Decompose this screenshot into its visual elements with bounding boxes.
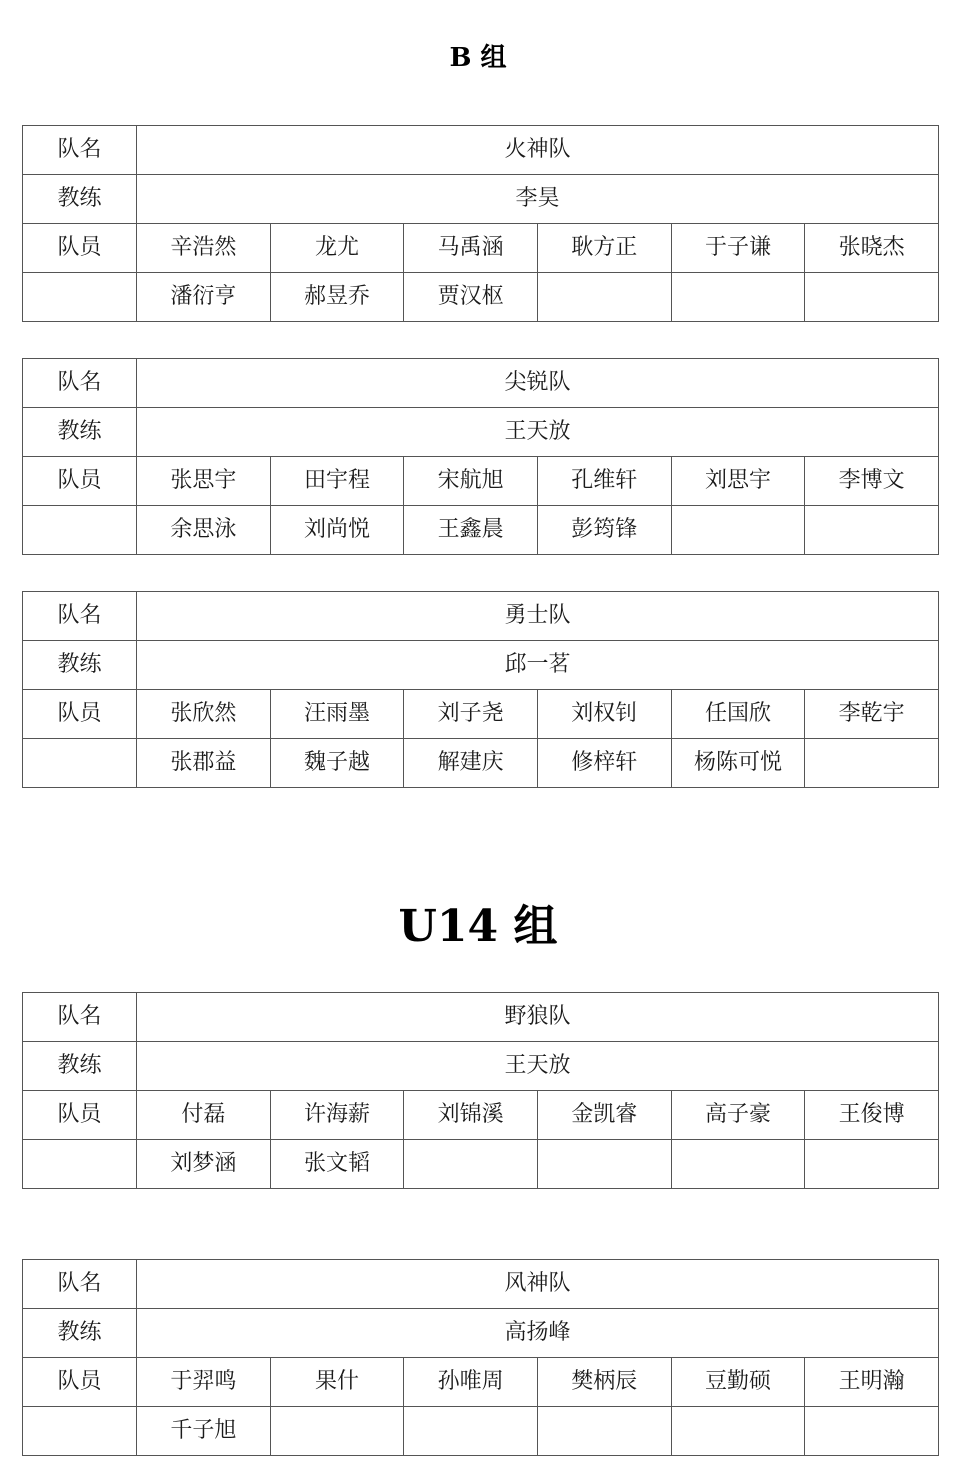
player-cell: 千子旭 (137, 1407, 271, 1456)
players-row-1 (23, 224, 939, 273)
empty-label-cell (23, 506, 137, 555)
player-cell: 杨陈可悦 (671, 739, 805, 788)
player-cell: 刘子尧 (404, 690, 538, 739)
players-label: 队员 (23, 457, 137, 506)
player-cell (537, 273, 671, 322)
player-cell: 郝昱乔 (270, 273, 404, 322)
player-cell: 刘锦溪 (404, 1091, 538, 1140)
group-title-b: B 组 (449, 43, 507, 73)
empty-label-cell (23, 1407, 137, 1456)
player-cell: 王明瀚 (805, 1358, 939, 1407)
player-cell (805, 1140, 939, 1189)
players-row-1 (23, 1358, 939, 1407)
player-cell: 李乾宇 (805, 690, 939, 739)
player-cell (671, 1407, 805, 1456)
team-name-row (23, 359, 939, 408)
players-row-1 (23, 457, 939, 506)
team-table-yelang (22, 992, 939, 1189)
team-name-label: 队名 (23, 592, 137, 641)
players-label: 队员 (23, 1358, 137, 1407)
team-name-label: 队名 (23, 993, 137, 1042)
player-cell: 龙尤 (270, 224, 404, 273)
team-name-label: 队名 (23, 359, 137, 408)
player-cell: 樊柄辰 (537, 1358, 671, 1407)
players-row-2 (23, 1140, 939, 1189)
player-cell: 刘尚悦 (270, 506, 404, 555)
player-cell: 刘梦涵 (137, 1140, 271, 1189)
player-cell: 于子谦 (671, 224, 805, 273)
player-cell: 汪雨墨 (270, 690, 404, 739)
player-cell: 潘衍亨 (137, 273, 271, 322)
team-name-row (23, 126, 939, 175)
players-row-2 (23, 739, 939, 788)
players-row-1 (23, 690, 939, 739)
coach-row (23, 641, 939, 690)
player-cell: 张欣然 (137, 690, 271, 739)
player-cell: 任国欣 (671, 690, 805, 739)
players-label: 队员 (23, 1091, 137, 1140)
player-cell (537, 1140, 671, 1189)
coach-label: 教练 (23, 641, 137, 690)
player-cell (671, 273, 805, 322)
player-cell (404, 1140, 538, 1189)
player-cell (805, 1407, 939, 1456)
player-cell (404, 1407, 538, 1456)
coach-label: 教练 (23, 408, 137, 457)
coach-value: 李昊 (137, 175, 939, 224)
team-table-yongshi (22, 591, 939, 788)
empty-label-cell (23, 273, 137, 322)
group-title-u14: U14 组 (398, 901, 558, 952)
coach-label: 教练 (23, 1042, 137, 1091)
player-cell (671, 1140, 805, 1189)
player-cell: 付磊 (137, 1091, 271, 1140)
team-name-row (23, 1260, 939, 1309)
player-cell (671, 506, 805, 555)
player-cell: 贾汉枢 (404, 273, 538, 322)
player-cell: 李博文 (805, 457, 939, 506)
empty-label-cell (23, 739, 137, 788)
team-name-label: 队名 (23, 1260, 137, 1309)
players-label: 队员 (23, 690, 137, 739)
player-cell (805, 506, 939, 555)
player-cell: 张文韬 (270, 1140, 404, 1189)
player-cell: 彭筠锋 (537, 506, 671, 555)
coach-label: 教练 (23, 175, 137, 224)
coach-row (23, 408, 939, 457)
coach-row (23, 1042, 939, 1091)
player-cell: 宋航旭 (404, 457, 538, 506)
player-cell: 孔维轩 (537, 457, 671, 506)
player-cell: 马禹涵 (404, 224, 538, 273)
player-cell: 于羿鸣 (137, 1358, 271, 1407)
team-name-value: 野狼队 (137, 993, 939, 1042)
players-row-1 (23, 1091, 939, 1140)
coach-row (23, 175, 939, 224)
player-cell: 魏子越 (270, 739, 404, 788)
player-cell (805, 739, 939, 788)
player-cell: 张思宇 (137, 457, 271, 506)
player-cell: 修梓轩 (537, 739, 671, 788)
player-cell: 王鑫晨 (404, 506, 538, 555)
player-cell: 刘思宇 (671, 457, 805, 506)
team-name-value: 尖锐队 (137, 359, 939, 408)
player-cell: 张郡益 (137, 739, 271, 788)
team-name-row (23, 993, 939, 1042)
team-name-row (23, 592, 939, 641)
empty-label-cell (23, 1140, 137, 1189)
team-table-huoshen (22, 125, 939, 322)
coach-row (23, 1309, 939, 1358)
player-cell (537, 1407, 671, 1456)
players-row-2 (23, 506, 939, 555)
player-cell: 解建庆 (404, 739, 538, 788)
players-label: 队员 (23, 224, 137, 273)
coach-value: 王天放 (137, 1042, 939, 1091)
player-cell: 王俊博 (805, 1091, 939, 1140)
player-cell: 刘权钊 (537, 690, 671, 739)
team-name-value: 勇士队 (137, 592, 939, 641)
coach-value: 邱一茗 (137, 641, 939, 690)
team-name-value: 火神队 (137, 126, 939, 175)
player-cell: 孙唯周 (404, 1358, 538, 1407)
player-cell: 高子豪 (671, 1091, 805, 1140)
player-cell (805, 273, 939, 322)
player-cell: 豆勤硕 (671, 1358, 805, 1407)
coach-value: 王天放 (137, 408, 939, 457)
player-cell: 金凯睿 (537, 1091, 671, 1140)
player-cell: 耿方正 (537, 224, 671, 273)
players-row-2 (23, 1407, 939, 1456)
team-name-label: 队名 (23, 126, 137, 175)
player-cell: 张晓杰 (805, 224, 939, 273)
team-name-value: 风神队 (137, 1260, 939, 1309)
player-cell: 余思泳 (137, 506, 271, 555)
player-cell: 许海薪 (270, 1091, 404, 1140)
player-cell (270, 1407, 404, 1456)
player-cell: 果什 (270, 1358, 404, 1407)
coach-value: 高扬峰 (137, 1309, 939, 1358)
player-cell: 辛浩然 (137, 224, 271, 273)
coach-label: 教练 (23, 1309, 137, 1358)
player-cell: 田宇程 (270, 457, 404, 506)
players-row-2 (23, 273, 939, 322)
team-table-jianrui (22, 358, 939, 555)
team-table-fengshen (22, 1259, 939, 1456)
